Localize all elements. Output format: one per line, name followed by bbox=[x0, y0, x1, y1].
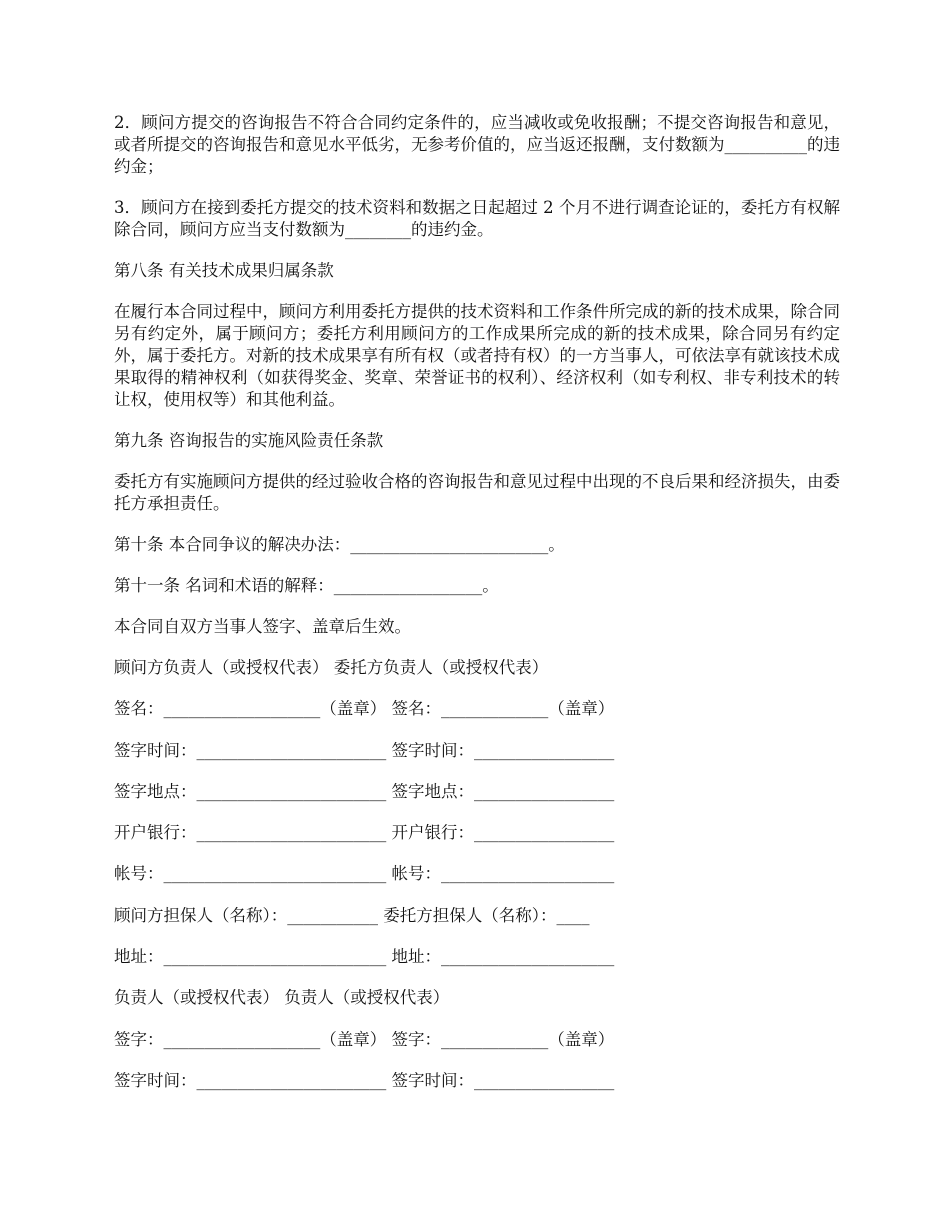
clause-paragraph-2: 2．顾问方提交的咨询报告不符合合同约定条件的，应当减收或免收报酬；不提交咨询报告和意见，或者所提交的咨询报告和意见水平低劣，无参考价值的，应当返还报酬，支付数额为__________的违约金； bbox=[114, 113, 840, 176]
document-page bbox=[114, 112, 840, 1111]
signature-line-place: 签字地点：_______________________ 签字地点：_________________ bbox=[114, 781, 615, 801]
signature-parties-heading: 顾问方负责人（或授权代表） 委托方负责人（或授权代表） bbox=[114, 658, 549, 677]
signature-line-bank: 开户银行：_______________________ 开户银行：_________________ bbox=[114, 823, 615, 843]
article-10: 第十条 本合同争议的解决办法：________________________。 bbox=[114, 535, 565, 554]
article-11: 第十一条 名词和术语的解释：__________________。 bbox=[114, 576, 499, 595]
signature-line-account: 帐号：___________________________ 帐号：_____________________ bbox=[114, 864, 615, 884]
guarantor-line-sign: 签字：___________________（盖章） 签字：_____________（盖章） bbox=[114, 1029, 615, 1049]
effective-clause: 本合同自双方当事人签字、盖章后生效。 bbox=[114, 617, 411, 636]
article-9-heading: 第九条 咨询报告的实施风险责任条款 bbox=[114, 431, 384, 450]
guarantor-representative-heading: 负责人（或授权代表） 负责人（或授权代表） bbox=[114, 988, 450, 1008]
article-8-body: 在履行本合同过程中，顾问方利用委托方提供的技术资料和工作条件所完成的新的技术成果，除合同另有约定外，属于顾问方；委托方利用顾问方的工作成果所完成的新的技术成果，除合同另有约定外，属于委托方。对新的技术成果享有所有权（或者持有权）的一方当事人，可依法享有就该技术成果取得的精神权利（如获得奖金、奖章、荣誉证书的权利）、经济权利（如专利权、非专利技术的转让权，使用权等）和其他利益。 bbox=[114, 302, 840, 409]
article-8-heading: 第八条 有关技术成果归属条款 bbox=[114, 261, 334, 280]
guarantor-line-name: 顾问方担保人（名称）：___________ 委托方担保人（名称）：____ bbox=[114, 905, 590, 925]
signature-line-date: 签字时间：_______________________ 签字时间：_________________ bbox=[114, 740, 615, 760]
guarantor-line-address: 地址：___________________________ 地址：_____________________ bbox=[114, 947, 615, 967]
signature-line-sign: 签名：___________________（盖章） 签名：_____________（盖章） bbox=[114, 699, 615, 719]
guarantor-line-date: 签字时间：_______________________ 签字时间：_________________ bbox=[114, 1070, 615, 1090]
clause-paragraph-3: 3．顾问方在接到委托方提交的技术资料和数据之日起超过 2 个月不进行调查论证的，委托方有权解除合同，顾问方应当支付数额为________的违约金。 bbox=[114, 198, 840, 239]
article-9-body: 委托方有实施顾问方提供的经过验收合格的咨询报告和意见过程中出现的不良后果和经济损失，由委托方承担责任。 bbox=[114, 472, 840, 513]
